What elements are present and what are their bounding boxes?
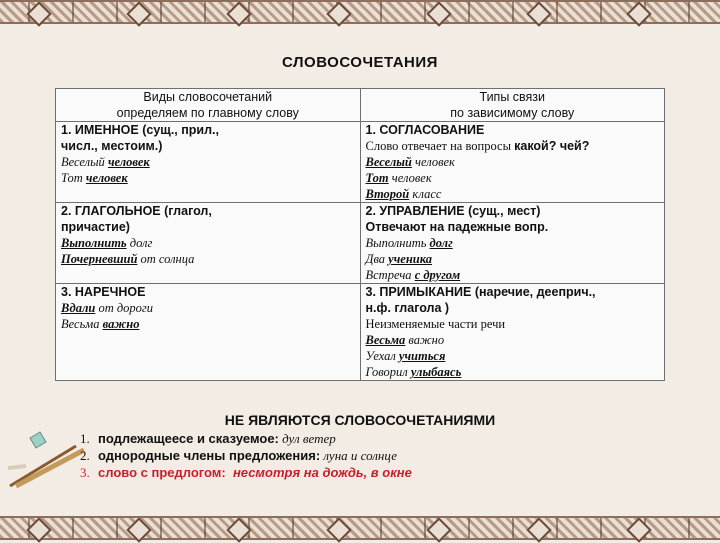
item-example: луна и солнце bbox=[320, 448, 397, 463]
example-line bbox=[61, 154, 355, 170]
dependent-word: Тот bbox=[365, 171, 389, 185]
dependent-word: учиться bbox=[398, 349, 446, 363]
example-line bbox=[61, 170, 355, 186]
dependent-word: ученика bbox=[388, 252, 432, 266]
government-heading: 2. УПРАВЛЕНИЕ (сущ., мест) bbox=[365, 204, 541, 218]
list-item bbox=[80, 464, 412, 481]
decorative-border-top bbox=[0, 0, 720, 24]
cell-agreement bbox=[360, 122, 665, 203]
cell-government bbox=[360, 203, 665, 284]
example-line bbox=[366, 235, 660, 251]
dependent-word: долг bbox=[129, 236, 153, 250]
header-link-title: Типы связи bbox=[479, 90, 546, 104]
dependent-word: улыбаясь bbox=[410, 365, 462, 379]
example-line bbox=[61, 316, 355, 332]
item-number: 3. bbox=[80, 465, 90, 480]
main-word: Два bbox=[365, 252, 386, 266]
item-example: дул ветер bbox=[278, 431, 336, 446]
dependent-word: Веселый bbox=[61, 155, 105, 169]
main-word: человек bbox=[415, 155, 455, 169]
page-title: СЛОВОСОЧЕТАНИЯ bbox=[282, 54, 438, 71]
item-example: несмотря на дождь, в окне bbox=[225, 465, 412, 480]
main-word: Встреча bbox=[365, 268, 412, 282]
main-word: Весьма bbox=[61, 317, 100, 331]
dependent-word: Тот bbox=[61, 171, 83, 185]
question-words: какой? чей? bbox=[514, 139, 590, 153]
adjoining-heading: 3. ПРИМЫКАНИЕ (наречие, дееприч., bbox=[365, 285, 596, 299]
example-line bbox=[366, 267, 660, 283]
example-line bbox=[366, 332, 660, 348]
example-line bbox=[366, 154, 660, 170]
dependent-word: от солнца bbox=[140, 252, 195, 266]
verbal-heading-2: причастие) bbox=[61, 220, 130, 234]
adjoining-note: Неизменяемые части речи bbox=[365, 317, 506, 331]
dependent-word: Второй bbox=[365, 187, 410, 201]
cell-adjoining bbox=[360, 284, 665, 381]
header-kinds bbox=[56, 89, 361, 122]
government-heading-2: Отвечают на падежные вопр. bbox=[365, 220, 549, 234]
agreement-heading: 1. СОГЛАСОВАНИЕ bbox=[365, 123, 485, 137]
decorative-border-bottom bbox=[0, 516, 720, 540]
table-row bbox=[56, 203, 665, 284]
agreement-question bbox=[366, 138, 660, 154]
nominal-heading: 1. ИМЕННОЕ (сущ., прил., bbox=[61, 123, 220, 137]
main-word: Выполнить bbox=[365, 236, 427, 250]
phrases-table bbox=[55, 88, 665, 381]
example-line bbox=[61, 235, 355, 251]
header-link-types bbox=[360, 89, 665, 122]
item-label: однородные члены предложения: bbox=[98, 448, 321, 463]
question-text: Слово отвечает на вопросы bbox=[365, 139, 515, 153]
item-number: 2. bbox=[80, 448, 90, 463]
cell-adverbial bbox=[56, 284, 361, 381]
cell-nominal bbox=[56, 122, 361, 203]
verbal-heading: 2. ГЛАГОЛЬНОЕ (глагол, bbox=[61, 204, 212, 218]
table-row bbox=[56, 122, 665, 203]
dependent-word: Весьма bbox=[365, 333, 406, 347]
example-line bbox=[366, 170, 660, 186]
dependent-word: важно bbox=[102, 317, 140, 331]
main-word: Уехал bbox=[365, 349, 396, 363]
dependent-word: от дороги bbox=[98, 301, 154, 315]
header-kinds-title: Виды словосочетаний bbox=[143, 90, 273, 104]
list-item bbox=[80, 447, 412, 464]
main-word: Говорил bbox=[365, 365, 408, 379]
dependent-word: долг bbox=[429, 236, 453, 250]
adjoining-heading-2: н.ф. глагола ) bbox=[365, 301, 450, 315]
main-word: Вдали bbox=[61, 301, 96, 315]
not-phrases-title: НЕ ЯВЛЯЮТСЯ СЛОВОСОЧЕТАНИЯМИ bbox=[224, 412, 496, 428]
table-row bbox=[56, 284, 665, 381]
list-item bbox=[80, 430, 412, 447]
not-phrases-list bbox=[80, 430, 412, 481]
main-word: Выполнить bbox=[61, 236, 127, 250]
item-number: 1. bbox=[80, 431, 90, 446]
main-word: человек bbox=[107, 155, 150, 169]
nominal-heading-2: числ., местоим.) bbox=[61, 139, 163, 153]
main-word: Почерневший bbox=[61, 252, 138, 266]
main-word: человек bbox=[391, 171, 432, 185]
header-link-subtitle: по зависимому слову bbox=[450, 106, 575, 120]
main-word: важно bbox=[408, 333, 445, 347]
cell-verbal bbox=[56, 203, 361, 284]
example-line bbox=[61, 251, 355, 267]
header-kinds-subtitle: определяем по главному слову bbox=[116, 106, 299, 120]
dependent-word: с другом bbox=[414, 268, 461, 282]
dependent-word: Веселый bbox=[365, 155, 412, 169]
adverbial-heading: 3. НАРЕЧНОЕ bbox=[61, 285, 146, 299]
main-word: класс bbox=[412, 187, 442, 201]
example-line bbox=[366, 251, 660, 267]
item-label: слово с предлогом: bbox=[98, 465, 226, 480]
example-line bbox=[366, 348, 660, 364]
example-line bbox=[366, 364, 660, 380]
example-line bbox=[61, 300, 355, 316]
item-label: подлежащеесе и сказуемое: bbox=[98, 431, 279, 446]
example-line bbox=[366, 186, 660, 202]
main-word: человек bbox=[85, 171, 128, 185]
